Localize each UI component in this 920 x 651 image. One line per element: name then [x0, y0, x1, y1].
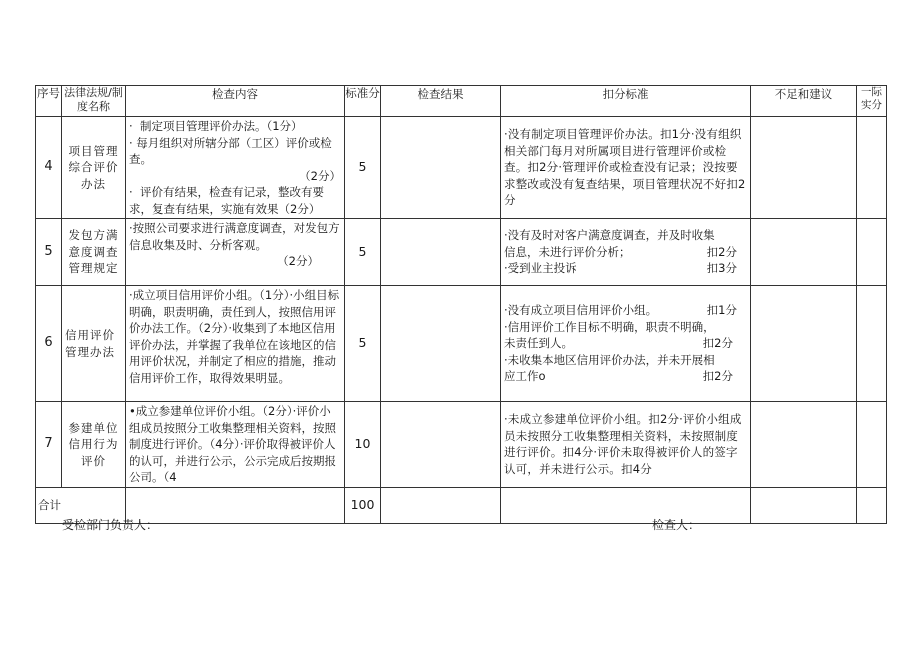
- content-line: · 每月组织对所辖分部（工区）评价或检查。: [129, 135, 332, 166]
- deduction-text: ·未成立参建单位评价小组。扣2分·评价小组成员未按照分工收集整理相关资料，未按照制度进行评价。扣4分·评价未取得被评价人的签字认可，并未进行公示。扣4分: [504, 412, 742, 476]
- deduction-standard: [501, 286, 751, 402]
- header-deduction: 扣分标准: [501, 86, 751, 117]
- header-content: 检查内容: [126, 86, 345, 117]
- content-line: · 评价有结果，检查有记录，整改有要求，复查有结果，实施有效果（2分）: [129, 185, 324, 216]
- header-row: [36, 86, 887, 117]
- check-result: [381, 402, 501, 488]
- header-no: 序号: [36, 86, 62, 117]
- total-deduction: [501, 487, 751, 523]
- deduction-line: ·未收集本地区信用评价办法，并未开展相: [504, 352, 715, 367]
- deduction-standard: [501, 402, 751, 488]
- deduction-line: ·受到业主投诉 扣3分: [504, 261, 737, 276]
- inspector-signature: 检查人：: [652, 518, 701, 532]
- header-standard: 标准分: [345, 86, 381, 117]
- total-advice: [751, 487, 857, 523]
- deduction-line: 信息，未进行评价分析； 扣2分: [504, 244, 737, 259]
- table-row: [36, 219, 887, 286]
- row-number: 6: [36, 286, 62, 402]
- deduction-line: 应工作o 扣2分: [504, 369, 733, 384]
- content-line: （2分）: [277, 254, 319, 268]
- check-result: [381, 286, 501, 402]
- law-name: 项目管理综合评价办法: [62, 117, 126, 219]
- deduction-standard: [501, 117, 751, 219]
- law-name: 参建单位信用行为评价: [62, 402, 126, 488]
- advice-cell: [751, 219, 857, 286]
- standard-score: 5: [345, 219, 381, 286]
- deduction-text: ·没有制定项目管理评价办法。扣1分·没有组织相关部门每月对所属项目进行管理评价或检查。扣2分·管理评价或检查没有记录；没按要求整改或没有复查结果，项目管理状况不好扣2分: [504, 127, 746, 208]
- header-law: 法律法规/制度名称: [62, 86, 126, 117]
- header-result: 检查结果: [381, 86, 501, 117]
- law-name: 信用评价管理办法: [62, 286, 126, 402]
- content-text: •成立参建单位评价小组。（2分）·评价小组成员按照分工收集整理相关资料，按照制度进行评价。（4分）·评价取得被评价人的认可，并进行公示，公示完成后按期报公司。（4: [129, 404, 336, 484]
- law-name: 发包方满意度调查管理规定: [62, 219, 126, 286]
- header-advice: 不足和建议: [751, 86, 857, 117]
- advice-cell: [751, 117, 857, 219]
- total-result: [381, 487, 501, 523]
- advice-cell: [751, 286, 857, 402]
- content-line: （2分）: [299, 168, 341, 183]
- deduction-line: 未责任到人。 扣2分: [504, 336, 733, 351]
- total-row: [36, 487, 887, 523]
- check-content: [126, 286, 345, 402]
- header-actual: 一际实分: [857, 86, 887, 117]
- actual-score: [857, 117, 887, 219]
- check-result: [381, 219, 501, 286]
- standard-score: 5: [345, 286, 381, 402]
- total-label: 合计: [36, 487, 126, 523]
- row-number: 5: [36, 219, 62, 286]
- total-actual: [857, 487, 887, 523]
- total-standard: 100: [345, 487, 381, 523]
- actual-score: [857, 402, 887, 488]
- check-content: [126, 402, 345, 488]
- check-content: [126, 219, 345, 286]
- dept-head-signature: 受检部门负责人：: [62, 518, 159, 532]
- row-number: 4: [36, 117, 62, 219]
- standard-score: 10: [345, 402, 381, 488]
- check-content: [126, 117, 345, 219]
- table-row: [36, 286, 887, 402]
- content-text: ·成立项目信用评价小组。（1分）·小组目标明确，职责明确，责任到人，按照信用评价办法工作。（2分）·收集到了本地区信用评价办法，并掌握了我单位在该地区的信用评价状况，并制定了相应的措施，推动信用评价工作，取得效果明显。: [129, 288, 340, 385]
- content-line: ·按照公司要求进行满意度调查，对发包方信息收集及时、分析客观。: [129, 221, 340, 252]
- inspection-table: [35, 85, 887, 524]
- check-result: [381, 117, 501, 219]
- table-row: [36, 402, 887, 488]
- actual-score: [857, 286, 887, 402]
- advice-cell: [751, 402, 857, 488]
- deduction-line: ·没有及时对客户满意度调查，并及时收集: [504, 228, 715, 243]
- total-content: [126, 487, 345, 523]
- deduction-standard: [501, 219, 751, 286]
- deduction-line: ·没有成立项目信用评价小组。 扣1分: [504, 303, 737, 318]
- actual-score: [857, 219, 887, 286]
- standard-score: 5: [345, 117, 381, 219]
- content-line: · 制定项目管理评价办法。（1分）: [129, 119, 303, 133]
- row-number: 7: [36, 402, 62, 488]
- table-row: [36, 117, 887, 219]
- deduction-line: ·信用评价工作目标不明确，职责不明确，: [504, 319, 715, 334]
